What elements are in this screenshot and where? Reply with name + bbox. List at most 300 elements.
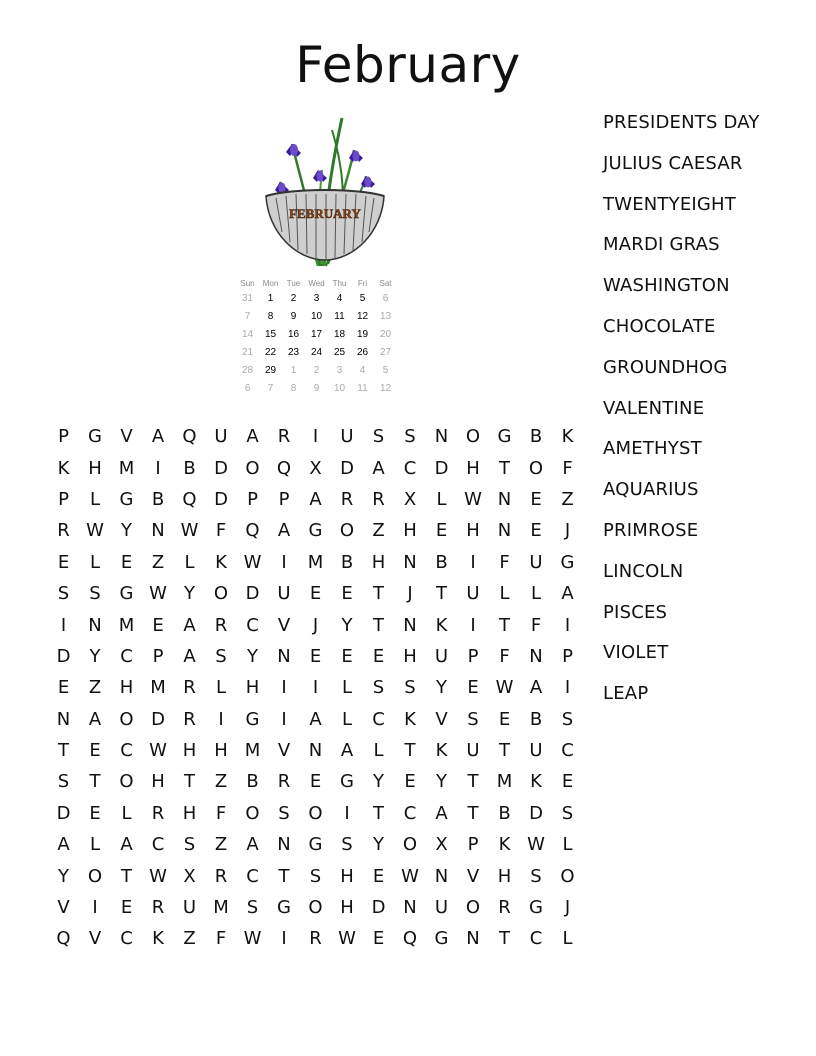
grid-letter: D — [340, 457, 355, 479]
grid-letter: V — [466, 865, 480, 887]
grid-letter: L — [89, 551, 101, 573]
grid-letter: D — [56, 645, 71, 667]
grid-letter: R — [214, 865, 228, 887]
calendar-weekday: Thu — [332, 279, 347, 288]
grid-letter: L — [341, 708, 353, 730]
grid-letter: H — [182, 802, 197, 824]
calendar-day: 10 — [310, 310, 323, 322]
word-bank-item: GROUNDHOG — [603, 356, 728, 378]
grid-letter: E — [57, 677, 70, 699]
grid-row — [48, 672, 584, 703]
grid-letter: I — [60, 614, 67, 636]
grid-letter: R — [309, 928, 323, 950]
grid-letter: I — [218, 708, 225, 730]
grid-letter: E — [372, 865, 385, 887]
grid-letter: G — [497, 426, 512, 448]
calendar-weekday: Wed — [308, 279, 325, 288]
grid-letter: D — [529, 802, 544, 824]
grid-letter: A — [309, 708, 323, 730]
grid-letter: P — [58, 426, 70, 448]
grid-letter: L — [215, 677, 227, 699]
calendar-weekday: Tue — [286, 279, 301, 288]
grid-letter: M — [150, 677, 167, 699]
grid-letter: M — [118, 614, 135, 636]
grid-letter: R — [183, 708, 197, 730]
grid-letter: A — [246, 426, 260, 448]
calendar-weekday: Mon — [262, 279, 279, 288]
grid-letter: Y — [247, 645, 259, 667]
grid-letter: H — [182, 740, 197, 762]
grid-letter: U — [434, 897, 449, 919]
grid-letter: E — [309, 645, 322, 667]
grid-letter: N — [434, 865, 449, 887]
grid-letter: N — [277, 645, 292, 667]
grid-letter: F — [499, 645, 511, 667]
word-bank-item: TWENTYEIGHT — [603, 193, 736, 215]
grid-letter: Y — [121, 520, 133, 542]
calendar-week — [236, 307, 397, 325]
grid-letter: P — [278, 488, 290, 510]
grid-letter: H — [497, 865, 512, 887]
grid-letter: O — [308, 802, 324, 824]
grid-letter: J — [564, 520, 571, 542]
calendar-day: 10 — [333, 382, 346, 394]
grid-letter: K — [215, 551, 228, 573]
grid-letter: M — [307, 551, 324, 573]
grid-letter: Q — [182, 426, 198, 448]
grid-letter: L — [562, 834, 574, 856]
grid-letter: Y — [58, 865, 70, 887]
grid-letter: T — [373, 583, 385, 605]
grid-letter: S — [372, 426, 385, 448]
grid-letter: R — [277, 771, 291, 793]
calendar-day: 5 — [382, 364, 389, 376]
calendar-day: 7 — [267, 382, 274, 394]
grid-letter: B — [498, 802, 512, 824]
grid-letter: V — [277, 614, 291, 636]
grid-letter: K — [561, 426, 574, 448]
grid-letter: T — [373, 802, 385, 824]
grid-letter: B — [435, 551, 449, 573]
grid-letter: G — [340, 771, 355, 793]
grid-letter: N — [497, 520, 512, 542]
grid-letter: L — [121, 802, 133, 824]
calendar-day: 12 — [356, 310, 369, 322]
calendar-day: 15 — [264, 328, 277, 340]
calendar-day: 12 — [379, 382, 392, 394]
grid-letter: J — [312, 614, 319, 636]
grid-letter: A — [277, 520, 291, 542]
grid-letter: A — [120, 834, 134, 856]
grid-row — [48, 641, 584, 672]
grid-letter: I — [312, 677, 319, 699]
calendar-day: 7 — [244, 310, 251, 322]
grid-letter: K — [498, 834, 511, 856]
calendar-day: 27 — [379, 346, 392, 358]
calendar-day: 2 — [313, 364, 320, 376]
grid-letter: S — [341, 834, 354, 856]
grid-letter: E — [57, 551, 70, 573]
grid-letter: O — [213, 583, 229, 605]
grid-letter: O — [119, 708, 135, 730]
grid-letter: L — [562, 928, 574, 950]
calendar-day: 3 — [313, 292, 320, 304]
grid-row — [48, 829, 584, 860]
grid-row — [48, 923, 584, 954]
clipart-label: FEBRUARY — [289, 206, 361, 221]
grid-letter: S — [89, 583, 102, 605]
calendar-day: 4 — [359, 364, 366, 376]
grid-letter: I — [281, 928, 288, 950]
grid-letter: S — [309, 865, 322, 887]
grid-letter: W — [86, 520, 105, 542]
grid-letter: F — [215, 520, 227, 542]
word-bank-item: MARDI GRAS — [603, 234, 720, 256]
grid-row — [48, 735, 584, 766]
grid-row — [48, 452, 584, 483]
grid-letter: P — [152, 645, 164, 667]
grid-letter: A — [372, 457, 386, 479]
grid-letter: I — [470, 614, 477, 636]
grid-letter: T — [278, 865, 290, 887]
grid-letter: L — [341, 677, 353, 699]
word-bank-item: AQUARIUS — [603, 479, 699, 501]
grid-letter: S — [372, 677, 385, 699]
grid-letter: K — [435, 614, 448, 636]
grid-letter: Z — [214, 834, 228, 856]
grid-letter: N — [56, 708, 71, 730]
grid-letter: A — [435, 802, 449, 824]
grid-letter: E — [561, 771, 574, 793]
calendar-day: 9 — [313, 382, 320, 394]
grid-letter: S — [561, 802, 574, 824]
grid-letter: E — [152, 614, 165, 636]
grid-letter: U — [529, 740, 544, 762]
grid-letter: T — [184, 771, 196, 793]
calendar-day: 11 — [357, 382, 368, 394]
grid-letter: A — [183, 645, 197, 667]
grid-letter: O — [465, 426, 481, 448]
grid-letter: B — [529, 708, 543, 730]
grid-letter: B — [151, 488, 165, 510]
grid-letter: H — [119, 677, 134, 699]
grid-letter: G — [88, 426, 103, 448]
grid-letter: I — [564, 614, 571, 636]
grid-letter: U — [529, 551, 544, 573]
grid-letter: S — [57, 771, 70, 793]
grid-letter: M — [244, 740, 261, 762]
grid-letter: F — [530, 614, 542, 636]
grid-letter: D — [214, 457, 229, 479]
grid-letter: W — [149, 740, 168, 762]
calendar-week — [236, 361, 397, 379]
grid-row — [48, 704, 584, 735]
grid-letter: E — [341, 645, 354, 667]
grid-letter: J — [564, 897, 571, 919]
grid-letter: F — [562, 457, 574, 479]
grid-letter: K — [404, 708, 417, 730]
grid-letter: V — [435, 708, 449, 730]
grid-letter: G — [308, 520, 323, 542]
grid-letter: E — [372, 645, 385, 667]
grid-letter: N — [277, 834, 292, 856]
grid-letter: R — [214, 614, 228, 636]
calendar-day: 8 — [290, 382, 297, 394]
grid-letter: O — [87, 865, 103, 887]
grid-letter: T — [436, 583, 448, 605]
grid-letter: A — [309, 488, 323, 510]
calendar-day: 18 — [333, 328, 346, 340]
grid-letter: Z — [151, 551, 165, 573]
grid-row — [48, 421, 584, 452]
grid-letter: W — [527, 834, 546, 856]
grid-letter: F — [215, 802, 227, 824]
grid-letter: H — [466, 457, 481, 479]
grid-letter: D — [434, 457, 449, 479]
grid-letter: X — [183, 865, 197, 887]
grid-letter: P — [58, 488, 70, 510]
grid-letter: S — [404, 426, 417, 448]
calendar-week — [236, 325, 397, 343]
grid-letter: E — [530, 520, 543, 542]
grid-letter: E — [89, 740, 102, 762]
grid-letter: W — [464, 488, 483, 510]
grid-letter: U — [466, 583, 481, 605]
grid-letter: E — [404, 771, 417, 793]
grid-letter: V — [277, 740, 291, 762]
grid-letter: T — [121, 865, 133, 887]
calendar-day: 4 — [336, 292, 343, 304]
grid-letter: A — [561, 583, 575, 605]
calendar-day: 3 — [336, 364, 343, 376]
grid-row — [48, 578, 584, 609]
grid-letter: W — [149, 583, 168, 605]
grid-letter: C — [120, 928, 134, 950]
calendar-day: 25 — [333, 346, 346, 358]
grid-letter: Q — [245, 520, 261, 542]
word-bank-item: LEAP — [603, 683, 649, 705]
grid-letter: T — [467, 771, 479, 793]
calendar-day: 2 — [290, 292, 297, 304]
grid-letter: X — [403, 488, 417, 510]
calendar-day: 23 — [287, 346, 300, 358]
calendar-day: 8 — [267, 310, 274, 322]
word-bank-item: PRESIDENTS DAY — [603, 112, 760, 133]
calendar-day: 6 — [244, 382, 251, 394]
grid-letter: A — [88, 708, 102, 730]
grid-letter: Q — [276, 457, 292, 479]
grid-letter: H — [151, 771, 166, 793]
grid-letter: T — [499, 614, 511, 636]
calendar-day: 21 — [241, 346, 254, 358]
grid-letter: T — [89, 771, 101, 793]
grid-letter: Y — [373, 834, 385, 856]
grid-letter: Z — [88, 677, 102, 699]
grid-letter: U — [434, 645, 449, 667]
calendar-day: 5 — [359, 292, 366, 304]
calendar-week — [236, 343, 397, 361]
grid-letter: V — [57, 897, 71, 919]
calendar-day: 24 — [310, 346, 323, 358]
grid-letter: N — [403, 614, 418, 636]
grid-letter: H — [88, 457, 103, 479]
grid-letter: R — [498, 897, 512, 919]
grid-letter: E — [309, 771, 322, 793]
grid-letter: S — [404, 677, 417, 699]
grid-letter: A — [246, 834, 260, 856]
word-bank-item: AMETHYST — [603, 438, 702, 460]
grid-letter: J — [407, 583, 414, 605]
grid-letter: O — [119, 771, 135, 793]
word-bank-item: PISCES — [603, 601, 668, 623]
grid-letter: G — [308, 834, 323, 856]
grid-letter: G — [277, 897, 292, 919]
word-bank-item: VIOLET — [603, 642, 669, 664]
grid-letter: R — [340, 488, 354, 510]
word-bank-list — [603, 110, 760, 722]
grid-letter: B — [529, 426, 543, 448]
grid-letter: F — [499, 551, 511, 573]
grid-letter: I — [281, 708, 288, 730]
grid-letter: M — [118, 457, 135, 479]
word-bank-item: VALENTINE — [603, 397, 705, 419]
grid-letter: Z — [561, 488, 575, 510]
grid-letter: W — [338, 928, 357, 950]
grid-letter: Y — [89, 645, 101, 667]
grid-letter: T — [58, 740, 70, 762]
grid-letter: O — [402, 834, 418, 856]
grid-letter: S — [561, 708, 574, 730]
grid-letter: U — [214, 426, 229, 448]
grid-letter: P — [247, 488, 259, 510]
word-bank-item: LINCOLN — [603, 560, 684, 582]
grid-letter: Z — [372, 520, 386, 542]
calendar-day: 29 — [264, 364, 277, 376]
grid-letter: Q — [402, 928, 418, 950]
grid-letter: H — [214, 740, 229, 762]
grid-letter: B — [246, 771, 260, 793]
grid-letter: I — [344, 802, 351, 824]
grid-letter: I — [470, 551, 477, 573]
calendar-day: 14 — [241, 328, 254, 340]
grid-letter: M — [213, 897, 230, 919]
grid-letter: E — [435, 520, 448, 542]
grid-letter: U — [466, 740, 481, 762]
grid-letter: E — [309, 583, 322, 605]
calendar — [236, 278, 397, 397]
grid-letter: K — [435, 740, 448, 762]
grid-letter: N — [466, 928, 481, 950]
grid-letter: Z — [183, 928, 197, 950]
grid-letter: Q — [56, 928, 72, 950]
grid-letter: M — [496, 771, 513, 793]
grid-letter: N — [403, 897, 418, 919]
grid-letter: G — [434, 928, 449, 950]
grid-letter: C — [120, 740, 134, 762]
grid-letter: L — [373, 740, 385, 762]
calendar-day: 28 — [241, 364, 254, 376]
calendar-week — [236, 289, 397, 307]
grid-letter: I — [312, 426, 319, 448]
grid-row — [48, 798, 584, 829]
grid-letter: Y — [373, 771, 385, 793]
grid-letter: C — [151, 834, 165, 856]
grid-letter: W — [243, 928, 262, 950]
grid-letter: N — [497, 488, 512, 510]
grid-letter: H — [403, 520, 418, 542]
calendar-weekday: Fri — [357, 279, 368, 288]
grid-letter: S — [57, 583, 70, 605]
grid-letter: B — [183, 457, 197, 479]
grid-letter: H — [371, 551, 386, 573]
grid-letter: S — [183, 834, 196, 856]
grid-letter: K — [57, 457, 70, 479]
grid-letter: L — [89, 834, 101, 856]
grid-letter: E — [120, 897, 133, 919]
grid-row — [48, 860, 584, 891]
grid-letter: O — [560, 865, 576, 887]
grid-letter: V — [88, 928, 102, 950]
grid-letter: N — [529, 645, 544, 667]
grid-letter: O — [528, 457, 544, 479]
grid-letter: R — [183, 677, 197, 699]
grid-letter: Y — [436, 771, 448, 793]
word-search-grid — [48, 421, 584, 955]
grid-letter: T — [499, 457, 511, 479]
word-bank-item: WASHINGTON — [603, 275, 730, 297]
grid-letter: I — [92, 897, 99, 919]
grid-letter: G — [119, 583, 134, 605]
grid-letter: C — [246, 614, 260, 636]
grid-letter: P — [562, 645, 574, 667]
grid-letter: L — [436, 488, 448, 510]
calendar-weekday: Sun — [240, 279, 255, 288]
grid-letter: L — [499, 583, 511, 605]
grid-letter: U — [182, 897, 197, 919]
calendar-week — [236, 379, 397, 397]
grid-letter: D — [371, 897, 386, 919]
grid-letter: X — [435, 834, 449, 856]
calendar-day: 11 — [334, 310, 345, 322]
grid-letter: S — [530, 865, 543, 887]
grid-letter: L — [89, 488, 101, 510]
grid-letter: P — [467, 834, 479, 856]
grid-letter: O — [308, 897, 324, 919]
calendar-day: 1 — [290, 364, 297, 376]
grid-letter: E — [341, 583, 354, 605]
page-title: February — [295, 36, 521, 94]
grid-letter: A — [529, 677, 543, 699]
grid-letter: U — [277, 583, 292, 605]
grid-row — [48, 515, 584, 546]
grid-letter: I — [281, 551, 288, 573]
grid-letter: N — [403, 551, 418, 573]
calendar-day: 31 — [241, 292, 254, 304]
grid-letter: E — [89, 802, 102, 824]
grid-letter: C — [246, 865, 260, 887]
grid-row — [48, 609, 584, 640]
grid-letter: A — [183, 614, 197, 636]
grid-letter: C — [561, 740, 575, 762]
grid-row — [48, 484, 584, 515]
grid-letter: H — [340, 897, 355, 919]
grid-letter: T — [404, 740, 416, 762]
grid-letter: C — [403, 457, 417, 479]
grid-letter: H — [245, 677, 260, 699]
grid-letter: D — [245, 583, 260, 605]
grid-letter: Y — [341, 614, 353, 636]
calendar-weekday: Sat — [379, 279, 392, 288]
